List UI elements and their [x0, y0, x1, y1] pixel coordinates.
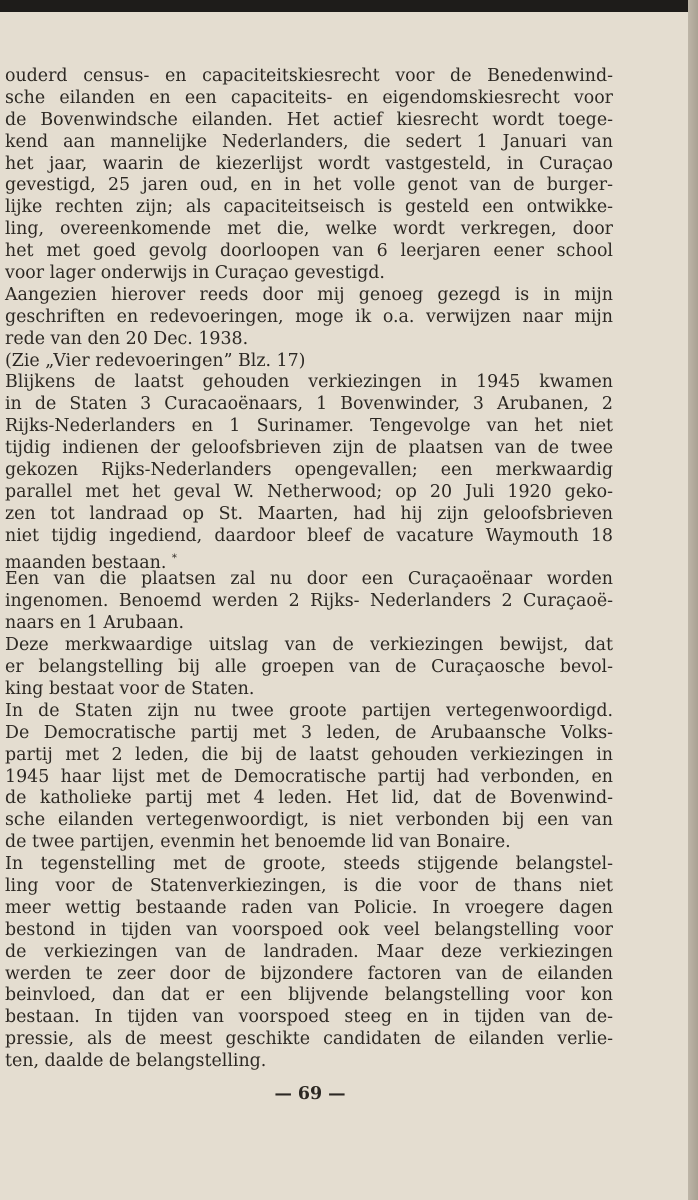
text-line: 1945 haar lijst met de Democratische partij had verbonden, en — [5, 766, 613, 787]
text-line: Rijks-Nederlanders en 1 Surinamer. Tengevolge van het niet — [5, 416, 613, 437]
text-line: in de Staten 3 Curacaoënaars, 1 Bovenwinder, 3 Arubanen, 2 — [5, 394, 613, 415]
text-line: naars en 1 Arubaan. — [5, 613, 184, 634]
text-line: ingenomen. Benoemd werden 2 Rijks- Nederlanders 2 Curaçaoë- — [5, 591, 613, 612]
text-line: kend aan mannelijke Nederlanders, die sedert 1 Januari van — [5, 131, 613, 152]
text-line: sche eilanden vertegenwoordigt, is niet verbonden bij een van — [5, 810, 613, 831]
text-line: geschriften en redevoeringen, moge ik o.a. verwijzen naar mijn — [5, 306, 613, 327]
text-line: de verkiezingen van de landraden. Maar deze verkiezingen — [5, 941, 613, 962]
text-line: Deze merkwaardige uitslag van de verkiezingen bewijst, dat — [5, 635, 613, 656]
text-line: gekozen Rijks-Nederlanders opengevallen; een merkwaardig — [5, 460, 613, 481]
text-line: ouderd census- en capaciteitskiesrecht voor de Benedenwind- — [5, 66, 613, 86]
text-line: Blijkens de laatst gehouden verkiezingen in 1945 kwamen — [5, 372, 613, 393]
text-line: de katholieke partij met 4 leden. Het lid, dat de Bovenwind- — [5, 788, 613, 809]
text-line: gevestigd, 25 jaren oud, en in het volle genot van de burger- — [5, 175, 613, 196]
text-line: parallel met het geval W. Netherwood; op 20 Juli 1920 geko- — [5, 481, 613, 502]
text-line: het jaar, waarin de kiezerlijst wordt vastgesteld, in Curaçao — [5, 153, 613, 174]
text-line: ling voor de Statenverkiezingen, is die voor de thans niet — [5, 875, 613, 896]
text-line: tijdig indienen der geloofsbrieven zijn de plaatsen van de twee — [5, 438, 613, 459]
scan-top-edge — [0, 0, 698, 12]
text-line: In tegenstelling met de groote, steeds stijgende belangstel- — [5, 854, 613, 875]
text-line: het met goed gevolg doorloopen van 6 leerjaren eener school — [5, 241, 613, 262]
text-line: de twee partijen, evenmin het benoemde lid van Bonaire. — [5, 832, 511, 853]
text-line: rede van den 20 Dec. 1938. — [5, 328, 249, 349]
text-line: partij met 2 leden, die bij de laatst gehouden verkiezingen in — [5, 744, 613, 765]
scan-right-edge — [688, 0, 698, 1200]
text-line: niet tijdig ingediend, daardoor bleef de vacature Waymouth 18 — [5, 525, 613, 546]
text-line: Een van die plaatsen zal nu door een Curaçaoënaar worden — [5, 569, 613, 590]
text-line: meer wettig bestaande raden van Policie. In vroegere dagen — [5, 897, 613, 918]
text-line: sche eilanden en een capaciteits- en eigendomskiesrecht voor — [5, 87, 613, 108]
body-text — [5, 66, 613, 1073]
text-line: de Bovenwindsche eilanden. Het actief kiesrecht wordt toege- — [5, 109, 613, 130]
text-line: beinvloed, dan dat er een blijvende belangstelling voor kon — [5, 985, 613, 1006]
text-line: (Zie „Vier redevoeringen” Blz. 17) — [5, 350, 306, 371]
text-line: ling, overeenkomende met die, welke wordt verkregen, door — [5, 219, 613, 240]
text-line: werden te zeer door de bijzondere factoren van de eilanden — [5, 963, 613, 984]
text-line: ten, daalde de belangstelling. — [5, 1051, 267, 1072]
text-line: Aangezien hierover reeds door mij genoeg gezegd is in mijn — [5, 284, 613, 305]
text-line: bestond in tijden van voorspoed ook veel belangstelling voor — [5, 919, 613, 940]
text-line: bestaan. In tijden van voorspoed steeg en in tijden van de- — [5, 1007, 613, 1028]
text-line: pressie, als de meest geschikte candidaten de eilanden verlie- — [5, 1029, 613, 1050]
text-line: king bestaat voor de Staten. — [5, 678, 255, 699]
footnote-mark: * — [171, 552, 177, 564]
text-line: De Democratische partij met 3 leden, de Arubaansche Volks- — [5, 722, 613, 743]
text-line: voor lager onderwijs in Curaçao gevestigd. — [5, 263, 385, 284]
text-line-with-footnote — [5, 548, 613, 573]
text-line: lijke rechten zijn; als capaciteitseisch is gesteld een ontwikke- — [5, 197, 613, 218]
text-line: er belangstelling bij alle groepen van de Curaçaosche bevol- — [5, 657, 613, 678]
text-line-content: maanden bestaan. — [5, 552, 167, 573]
text-line: In de Staten zijn nu twee groote partijen vertegenwoordigd. — [5, 700, 613, 721]
text-line: zen tot landraad op St. Maarten, had hij zijn geloofsbrieven — [5, 503, 613, 524]
page-number: — 69 — — [274, 1084, 346, 1104]
